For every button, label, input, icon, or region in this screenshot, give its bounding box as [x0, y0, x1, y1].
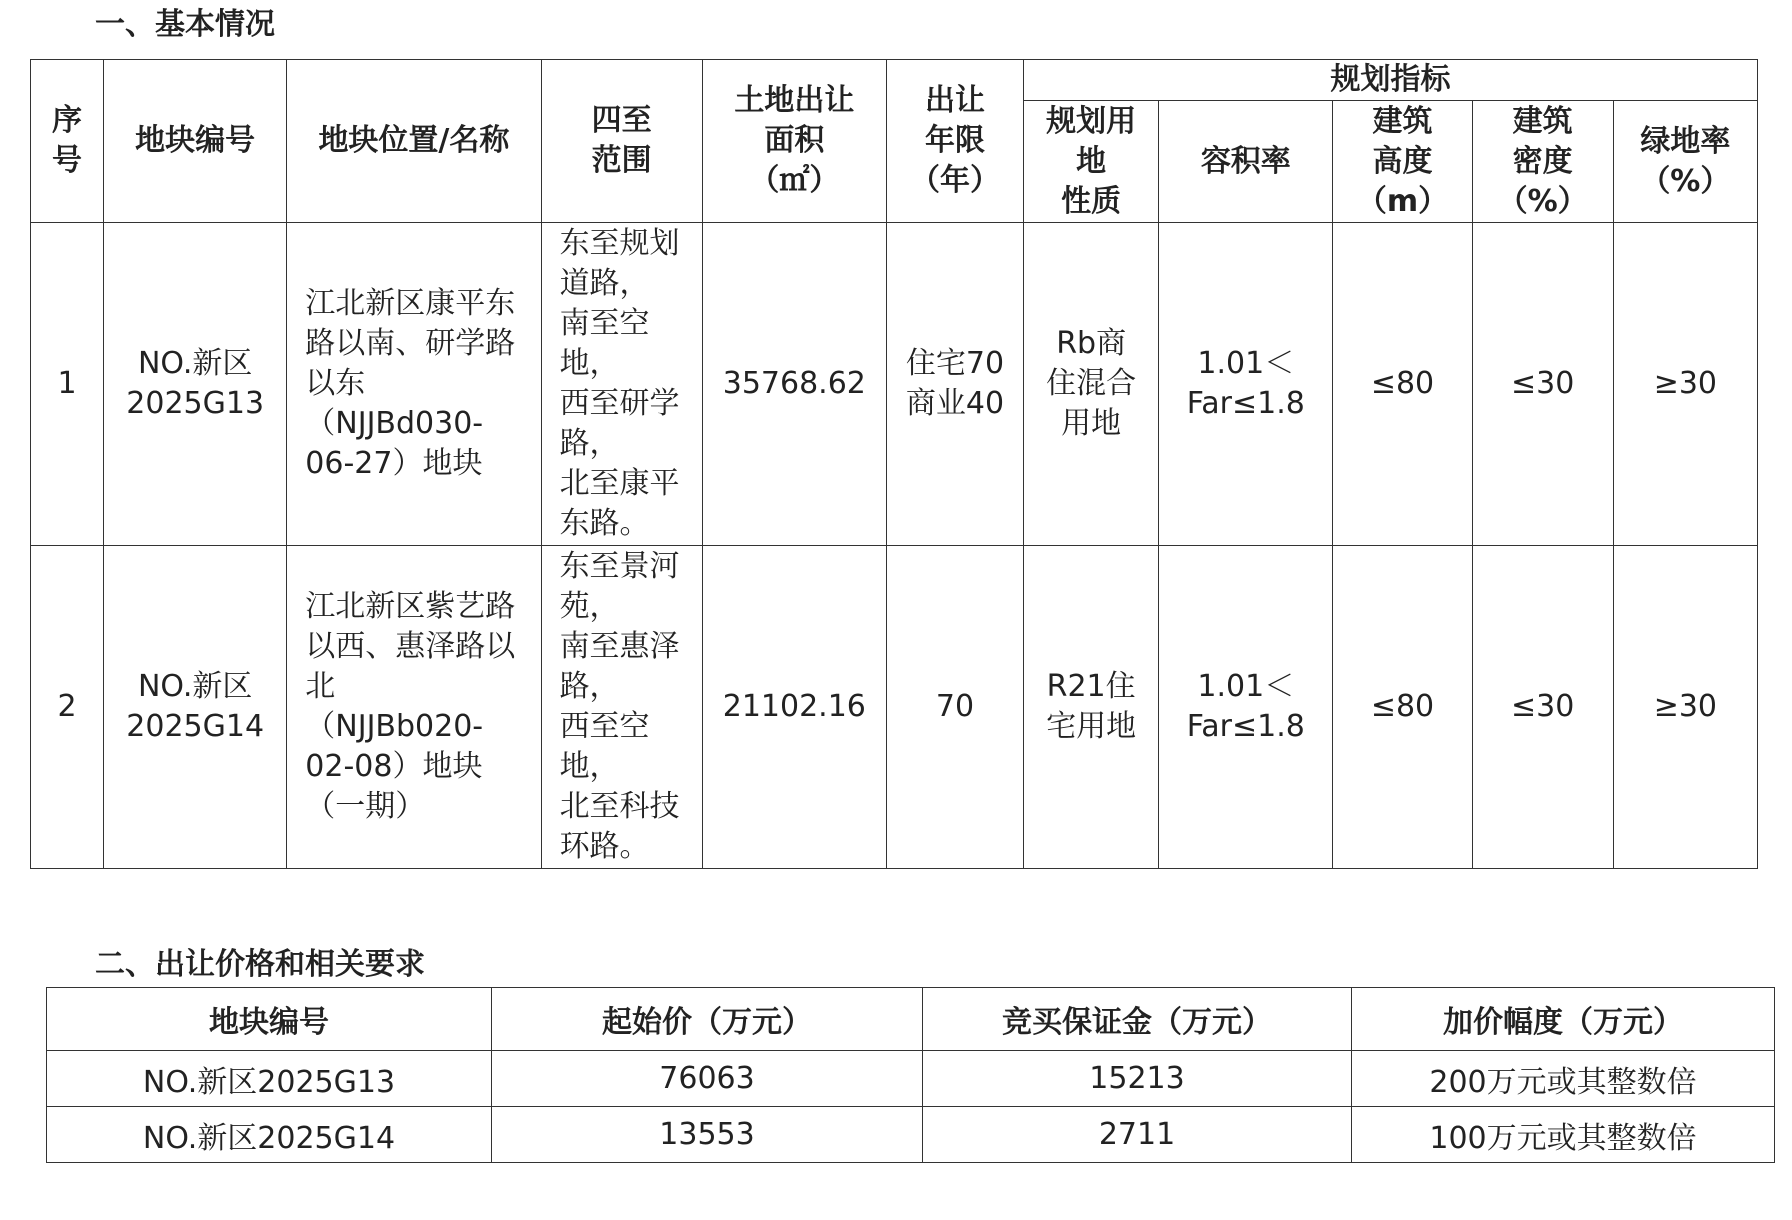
text-line: （一期）	[305, 789, 426, 824]
cell-height: ≤80	[1333, 223, 1472, 546]
text-line: 号	[52, 143, 83, 178]
text-line: （NJJBd030-	[305, 406, 484, 441]
text-line: 北	[305, 669, 336, 704]
text-line: （%）	[1640, 163, 1731, 199]
cell-increment: 200万元或其整数倍	[1352, 1051, 1775, 1107]
cell-deposit: 15213	[923, 1051, 1352, 1107]
text-line: Far≤1.8	[1186, 386, 1305, 421]
text-line: Far≤1.8	[1186, 709, 1305, 744]
cell-term	[886, 223, 1023, 546]
cell-area: 35768.62	[702, 223, 886, 546]
header-parcel-no: 地块编号	[104, 60, 287, 223]
section-title-price-requirements: 二、出让价格和相关要求	[95, 947, 425, 982]
text-line: 出让	[925, 83, 985, 118]
table-header-row	[31, 60, 1758, 101]
cell-increment: 100万元或其整数倍	[1352, 1107, 1775, 1163]
header-term	[886, 60, 1023, 223]
text-line: 年限	[925, 123, 985, 158]
text-line: 高度	[1372, 143, 1433, 179]
text-line: （年）	[910, 163, 1000, 198]
text-line: NO.新区	[137, 669, 253, 704]
header-boundary	[541, 60, 702, 223]
cell-parcel-no: NO.新区2025G14	[47, 1107, 492, 1163]
text-line: 性质	[1061, 183, 1122, 219]
text-line: R21住	[1046, 669, 1136, 704]
text-line: 住混合	[1046, 366, 1137, 401]
price-requirements-table	[46, 987, 1775, 1163]
header-area	[702, 60, 886, 223]
cell-area: 21102.16	[702, 546, 886, 869]
text-line: 东至景河	[559, 549, 680, 584]
text-line: 北至科技	[559, 789, 680, 824]
cell-boundary	[541, 223, 702, 546]
text-line: 1.01＜	[1197, 346, 1295, 381]
table-row	[31, 223, 1758, 546]
text-line: （NJJBb020-	[305, 709, 484, 744]
text-line: 2025G13	[126, 386, 265, 421]
basic-info-table	[30, 59, 1758, 869]
cell-start-price: 13553	[492, 1107, 923, 1163]
text-line: 土地出让	[734, 83, 855, 118]
table-row	[31, 546, 1758, 869]
cell-location	[287, 223, 541, 546]
text-line: 西至空	[559, 709, 650, 744]
header-parcel-no: 地块编号	[47, 988, 492, 1051]
text-line: 东路。	[559, 506, 650, 541]
text-line: 宅用地	[1046, 709, 1137, 744]
cell-start-price: 76063	[492, 1051, 923, 1107]
text-line: 建筑	[1372, 103, 1433, 139]
header-location: 地块位置/名称	[287, 60, 541, 223]
text-line: 江北新区紫艺路	[305, 589, 516, 624]
text-line: 环路。	[559, 829, 650, 864]
header-deposit: 竞买保证金（万元）	[923, 988, 1352, 1051]
text-line: 面积	[764, 123, 825, 158]
header-land-use	[1024, 101, 1159, 223]
text-line: （%）	[1497, 183, 1588, 219]
text-line: 规划用	[1046, 103, 1137, 139]
text-line: 住宅70	[905, 346, 1005, 381]
header-increment: 加价幅度（万元）	[1352, 988, 1775, 1051]
cell-parcel-no	[104, 223, 287, 546]
text-line: （㎡）	[749, 163, 840, 198]
text-line: 地	[1076, 143, 1107, 179]
text-line: 以东	[305, 366, 366, 401]
header-density	[1472, 101, 1613, 223]
text-line: 西至研学	[559, 386, 680, 421]
text-line: 用地	[1061, 406, 1122, 441]
table-row	[47, 1051, 1775, 1107]
text-line: 江北新区康平东	[305, 286, 516, 321]
text-line: 路，	[559, 426, 620, 461]
text-line: 02-08）地块	[305, 749, 483, 784]
cell-parcel-no: NO.新区2025G13	[47, 1051, 492, 1107]
text-line: 南至空	[559, 306, 650, 341]
cell-boundary	[541, 546, 702, 869]
text-line: Rb商	[1056, 326, 1127, 361]
cell-location	[287, 546, 541, 869]
text-line: 道路，	[559, 266, 650, 301]
text-line: 2025G14	[126, 709, 265, 744]
cell-height: ≤80	[1333, 546, 1472, 869]
cell-index: 2	[31, 546, 104, 869]
cell-term	[886, 546, 1023, 869]
text-line: NO.新区	[137, 346, 253, 381]
cell-far	[1159, 546, 1333, 869]
cell-deposit: 2711	[923, 1107, 1352, 1163]
cell-index: 1	[31, 223, 104, 546]
cell-density: ≤30	[1472, 223, 1613, 546]
cell-land-use	[1024, 546, 1159, 869]
header-green	[1613, 101, 1757, 223]
text-line: 南至惠泽	[559, 629, 680, 664]
text-line: 四至	[591, 103, 652, 138]
text-line: 东至规划	[559, 226, 680, 261]
header-index	[31, 60, 104, 223]
text-line: 06-27）地块	[305, 446, 483, 481]
text-line: 商业40	[905, 386, 1005, 421]
text-line: 以西、惠泽路以	[305, 629, 516, 664]
cell-far	[1159, 223, 1333, 546]
text-line: 范围	[591, 143, 652, 178]
header-height	[1333, 101, 1472, 223]
text-line: 序	[52, 103, 83, 138]
text-line: 密度	[1512, 143, 1573, 179]
text-line: 地，	[559, 749, 620, 784]
text-line: 路，	[559, 669, 620, 704]
header-start-price: 起始价（万元）	[492, 988, 923, 1051]
text-line: 1.01＜	[1197, 669, 1295, 704]
header-far: 容积率	[1159, 101, 1333, 223]
cell-density: ≤30	[1472, 546, 1613, 869]
section-title-basic-info: 一、基本情况	[95, 7, 275, 42]
table-header-row	[47, 988, 1775, 1051]
text-line: 路以南、研学路	[305, 326, 516, 361]
header-planning-indicators: 规划指标	[1024, 60, 1758, 101]
text-line: 绿地率	[1640, 123, 1731, 159]
text-line: 北至康平	[559, 466, 680, 501]
text-line: （m）	[1356, 183, 1449, 219]
text-line: 建筑	[1512, 103, 1573, 139]
cell-green: ≥30	[1613, 546, 1757, 869]
table-row	[47, 1107, 1775, 1163]
cell-land-use	[1024, 223, 1159, 546]
text-line: 70	[935, 689, 975, 724]
cell-green: ≥30	[1613, 223, 1757, 546]
text-line: 苑，	[559, 589, 620, 624]
text-line: 地，	[559, 346, 620, 381]
cell-parcel-no	[104, 546, 287, 869]
